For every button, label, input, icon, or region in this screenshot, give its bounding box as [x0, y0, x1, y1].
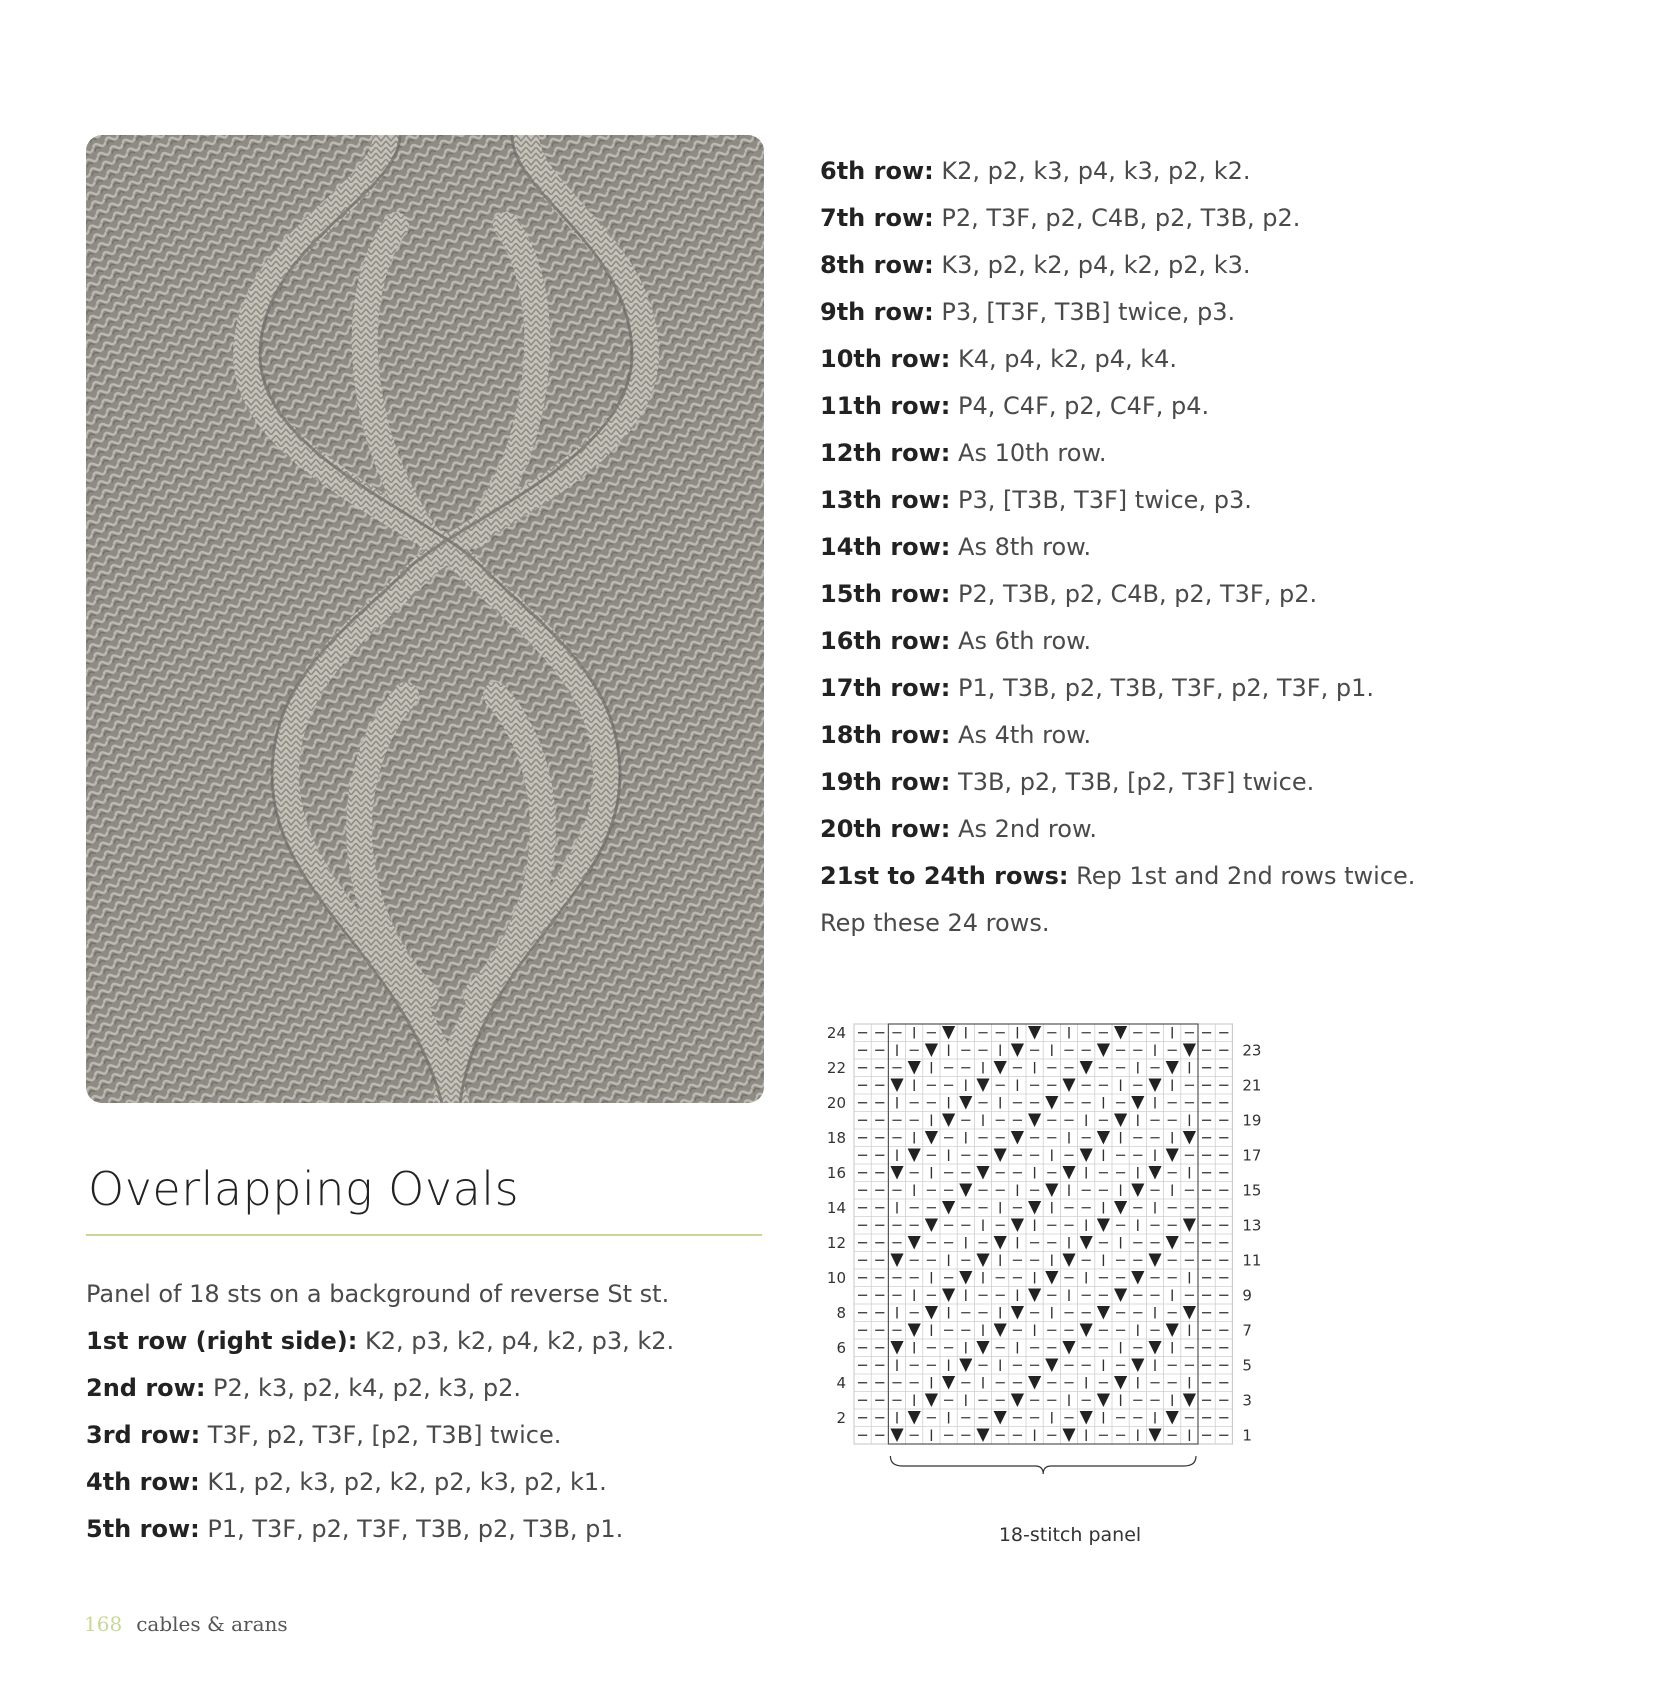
row-label: 17th row: [820, 674, 951, 702]
row-text: As 10th row. [950, 439, 1107, 467]
instructions-left-column [86, 1271, 674, 1553]
row-instruction [820, 430, 1415, 477]
row-label: 18th row: [820, 721, 951, 749]
row-number-right: 11 [1242, 1251, 1262, 1270]
row-label: 21st to 24th rows: [820, 862, 1069, 890]
row-text: K3, p2, k2, p4, k2, p2, k3. [933, 251, 1251, 279]
row-number-right: 17 [1242, 1146, 1262, 1165]
row-label: 19th row: [820, 768, 951, 796]
row-instruction [820, 665, 1415, 712]
row-number-left: 16 [826, 1164, 846, 1182]
row-text: K2, p2, k3, p4, k3, p2, k2. [933, 157, 1251, 185]
row-text: T3B, p2, T3B, [p2, T3F] twice. [950, 768, 1315, 796]
row-text: K4, p4, k2, p4, k4. [950, 345, 1178, 373]
row-text: As 6th row. [950, 627, 1092, 655]
row-number-right: 19 [1242, 1111, 1262, 1130]
row-text: P1, T3B, p2, T3B, T3F, p2, T3F, p1. [950, 674, 1374, 702]
row-instruction [820, 148, 1415, 195]
row-label: 9th row: [820, 298, 934, 326]
row-instruction [820, 383, 1415, 430]
row-text: Rep 1st and 2nd rows twice. [1068, 862, 1416, 890]
row-label: 3rd row: [86, 1421, 201, 1449]
row-instruction [820, 853, 1415, 900]
row-text: P3, [T3F, T3B] twice, p3. [933, 298, 1236, 326]
row-number-right: 21 [1242, 1076, 1262, 1095]
row-label: 6th row: [820, 157, 934, 185]
row-number-right: 23 [1242, 1041, 1262, 1060]
row-instruction [820, 336, 1415, 383]
row-text: P4, C4F, p2, C4F, p4. [950, 392, 1210, 420]
row-text: P1, T3F, p2, T3F, T3B, p2, T3B, p1. [199, 1515, 624, 1543]
row-number-left: 10 [826, 1269, 846, 1287]
row-label: 15th row: [820, 580, 951, 608]
panel-brace [890, 1456, 1196, 1474]
row-text: K1, p2, k3, p2, k2, p2, k3, p2, k1. [199, 1468, 607, 1496]
row-instruction [820, 571, 1415, 618]
row-label: 7th row: [820, 204, 934, 232]
row-number-right: 3 [1242, 1391, 1252, 1410]
row-number-left: 18 [826, 1129, 846, 1147]
row-instruction [820, 806, 1415, 853]
row-instruction [86, 1318, 674, 1365]
row-label: 12th row: [820, 439, 951, 467]
page-footer [84, 1612, 288, 1636]
intro-text: Panel of 18 sts on a background of reverse St st. [86, 1280, 670, 1308]
row-number-left: 24 [826, 1024, 846, 1042]
row-number-left: 22 [826, 1059, 846, 1077]
row-instruction [86, 1412, 674, 1459]
page-number: 168 [84, 1612, 123, 1636]
row-label: 2nd row: [86, 1374, 206, 1402]
row-instruction [820, 759, 1415, 806]
row-number-left: 8 [836, 1304, 846, 1322]
row-label: 16th row: [820, 627, 951, 655]
row-label: 14th row: [820, 533, 951, 561]
row-label: 5th row: [86, 1515, 200, 1543]
row-instruction [86, 1459, 674, 1506]
row-number-left: 6 [836, 1339, 846, 1357]
row-label: 11th row: [820, 392, 951, 420]
row-text: T3F, p2, T3F, [p2, T3B] twice. [200, 1421, 562, 1449]
row-text: Rep these 24 rows. [820, 909, 1050, 937]
row-text: P3, [T3B, T3F] twice, p3. [950, 486, 1252, 514]
row-label: 8th row: [820, 251, 934, 279]
row-number-right: 7 [1242, 1321, 1252, 1340]
row-text: As 8th row. [950, 533, 1092, 561]
row-number-right: 1 [1242, 1426, 1252, 1445]
row-label: 10th row: [820, 345, 951, 373]
row-text: P2, k3, p2, k4, p2, k3, p2. [205, 1374, 521, 1402]
row-label: 1st row (right side): [86, 1327, 358, 1355]
row-number-left: 20 [826, 1094, 846, 1112]
row-instruction [820, 524, 1415, 571]
row-number-right: 13 [1242, 1216, 1262, 1235]
row-label: 20th row: [820, 815, 951, 843]
row-text: As 4th row. [950, 721, 1092, 749]
row-text: K2, p3, k2, p4, k2, p3, k2. [357, 1327, 675, 1355]
section-name: cables & arans [136, 1612, 288, 1636]
row-instruction [820, 195, 1415, 242]
row-text: As 2nd row. [950, 815, 1098, 843]
row-label: 13th row: [820, 486, 951, 514]
row-number-right: 5 [1242, 1356, 1252, 1375]
row-instruction [820, 289, 1415, 336]
pattern-title: Overlapping Ovals [88, 1162, 520, 1216]
stitch-chart [816, 1012, 1296, 1516]
title-divider [86, 1234, 762, 1236]
row-number-left: 12 [826, 1234, 846, 1252]
row-number-left: 14 [826, 1199, 846, 1217]
row-instruction [820, 477, 1415, 524]
chart-grid [816, 1012, 1296, 1512]
instructions-right-column [820, 148, 1415, 947]
row-instruction [86, 1365, 674, 1412]
row-number-left: 2 [836, 1409, 846, 1427]
row-instruction [820, 900, 1415, 947]
knitted-swatch-photo [86, 135, 764, 1103]
row-label: 4th row: [86, 1468, 200, 1496]
row-number-right: 15 [1242, 1181, 1262, 1200]
row-text: P2, T3F, p2, C4B, p2, T3B, p2. [933, 204, 1301, 232]
chart-caption: 18-stitch panel [998, 1524, 1142, 1546]
row-text: P2, T3B, p2, C4B, p2, T3F, p2. [950, 580, 1318, 608]
row-instruction [820, 242, 1415, 289]
row-number-left: 4 [836, 1374, 846, 1392]
row-instruction [820, 618, 1415, 665]
row-number-right: 9 [1242, 1286, 1252, 1305]
row-instruction [820, 712, 1415, 759]
